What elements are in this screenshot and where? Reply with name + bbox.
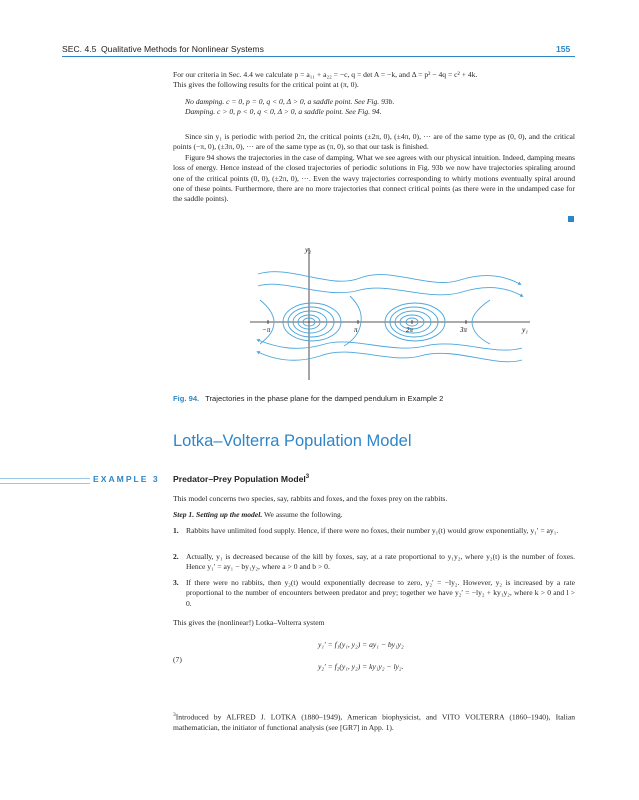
example-title-text: Predator–Prey Population Model bbox=[173, 474, 306, 484]
list-item-text: If there were no rabbits, then y₂(t) would exponentially decrease to zero, y₂′ = −ly₂. However, y₂ is increased by a rate proportional to the number of encounters between predator and prey; together we have y₂′ = −ly₂ + ky₁y₂, where k > 0 and l > 0. bbox=[186, 578, 575, 608]
figure-94-phase-plane bbox=[240, 240, 540, 385]
figure-caption bbox=[173, 394, 443, 403]
step-label: Step 1. Setting up the model. bbox=[173, 510, 263, 519]
running-header-title: Qualitative Methods for Nonlinear Systems bbox=[101, 44, 264, 54]
end-of-example-square bbox=[568, 216, 574, 222]
tick-label-3pi: 3π bbox=[460, 326, 468, 334]
footnote bbox=[173, 710, 575, 733]
running-header-section: SEC. 4.5 bbox=[62, 44, 97, 54]
tick-label-2pi: 2π bbox=[406, 326, 414, 334]
tick-label-minus-pi: −π bbox=[262, 326, 271, 334]
figure-caption-label: Fig. 94. bbox=[173, 394, 200, 403]
footnote-text: Introduced by ALFRED J. LOTKA (1880–1949), American biophysicist, and VITO VOLTERRA (1860–1940), Italian mathematician, the initiator of functional analysis (see [GR7] in App. 1). bbox=[173, 712, 575, 732]
intro-block bbox=[173, 70, 575, 118]
damping-case: Damping. c > 0, p < 0, q < 0, Δ > 0, a saddle point. See Fig. 94. bbox=[185, 107, 382, 117]
list-item-number: 2. bbox=[173, 552, 179, 561]
list-item-text: Rabbits have unlimited food supply. Hence, if there were no foxes, their number y₁(t) would grow exponentially, y₁′ = ay₁. bbox=[186, 526, 559, 535]
y1-axis-label: y₁ bbox=[522, 325, 528, 334]
list-item bbox=[173, 552, 575, 573]
paragraph-periodic: Since sin y₁ is periodic with period 2π, the critical points (±2π, 0), (±4π, 0), ··· are of the same type as (0, 0), and the critical points (−π, 0), (±3π, 0), ··· are of the same type as (π, 0), so that our task is finished. bbox=[173, 132, 575, 152]
no-damping-case: No damping. c = 0, p = 0, q < 0, Δ > 0, a saddle point. See Fig. 93b. bbox=[185, 96, 395, 106]
example-title bbox=[173, 474, 309, 484]
list-item-number: 1. bbox=[173, 526, 179, 535]
tick-label-pi: π bbox=[354, 326, 358, 334]
page-number: 155 bbox=[556, 44, 571, 54]
figure-caption-text: Trajectories in the phase plane for the damped pendulum in Example 2 bbox=[205, 394, 444, 403]
intro-line-2: This gives the following results for the critical point at (π, 0). bbox=[173, 80, 359, 90]
system-intro: This gives the (nonlinear!) Lotka–Volterra system bbox=[173, 618, 325, 627]
list-item-number: 3. bbox=[173, 578, 179, 587]
trajectory-curves bbox=[258, 272, 522, 362]
list-item bbox=[173, 526, 575, 536]
header-rule bbox=[62, 56, 575, 57]
equation-number: (7) bbox=[173, 655, 182, 664]
equation-1: y₁′ = f₁(y₁, y₂) = ay₁ − by₁y₂ bbox=[318, 640, 404, 649]
intro-line-1: For our criteria in Sec. 4.4 we calculate p = a₁₁ + a₂₂ = −c, q = det A = −k, and Δ = p² − 4q = c² + 4k. bbox=[173, 70, 478, 79]
list-item-text: Actually, y₁ is decreased because of the kill by foxes, say, at a rate proportional to y₁y₂, where y₂(t) is the number of foxes. Hence y₁′ = ay₁ − by₁y₂, where a > 0 and b > 0. bbox=[186, 552, 575, 572]
section-title: Lotka–Volterra Population Model bbox=[173, 432, 412, 450]
footnote-reference: 3 bbox=[305, 474, 310, 481]
discussion-block bbox=[173, 132, 575, 205]
example-label: EXAMPLE 3 bbox=[90, 474, 163, 484]
footnote-mark: 3 bbox=[173, 712, 176, 718]
example-intro: This model concerns two species, say, rabbits and foxes, and the foxes prey on the rabbits. bbox=[173, 494, 448, 503]
step-heading bbox=[173, 510, 575, 520]
equation-2: y₂′ = f₂(y₁, y₂) = ky₁y₂ − ly₂. bbox=[318, 662, 404, 671]
y2-axis-label: y₂ bbox=[305, 245, 311, 254]
list-item bbox=[173, 578, 575, 609]
step-text: We assume the following. bbox=[264, 510, 343, 519]
paragraph-damping: Figure 94 shows the trajectories in the case of damping. What we see agrees with our physical intuition. Indeed, damping means loss of energy. Hence instead of the closed trajectories of periodic solutions in Fig. 93b we now have trajectories spiraling around one of the critical points (0, 0), (±2π, 0), ···. Even the wavy trajectories corresponding to whirly motions eventually spiral around one of these points. Furthermore, there are no more trajectories that connect critical points (as there were in the undamped case for the saddle points). bbox=[173, 152, 575, 204]
